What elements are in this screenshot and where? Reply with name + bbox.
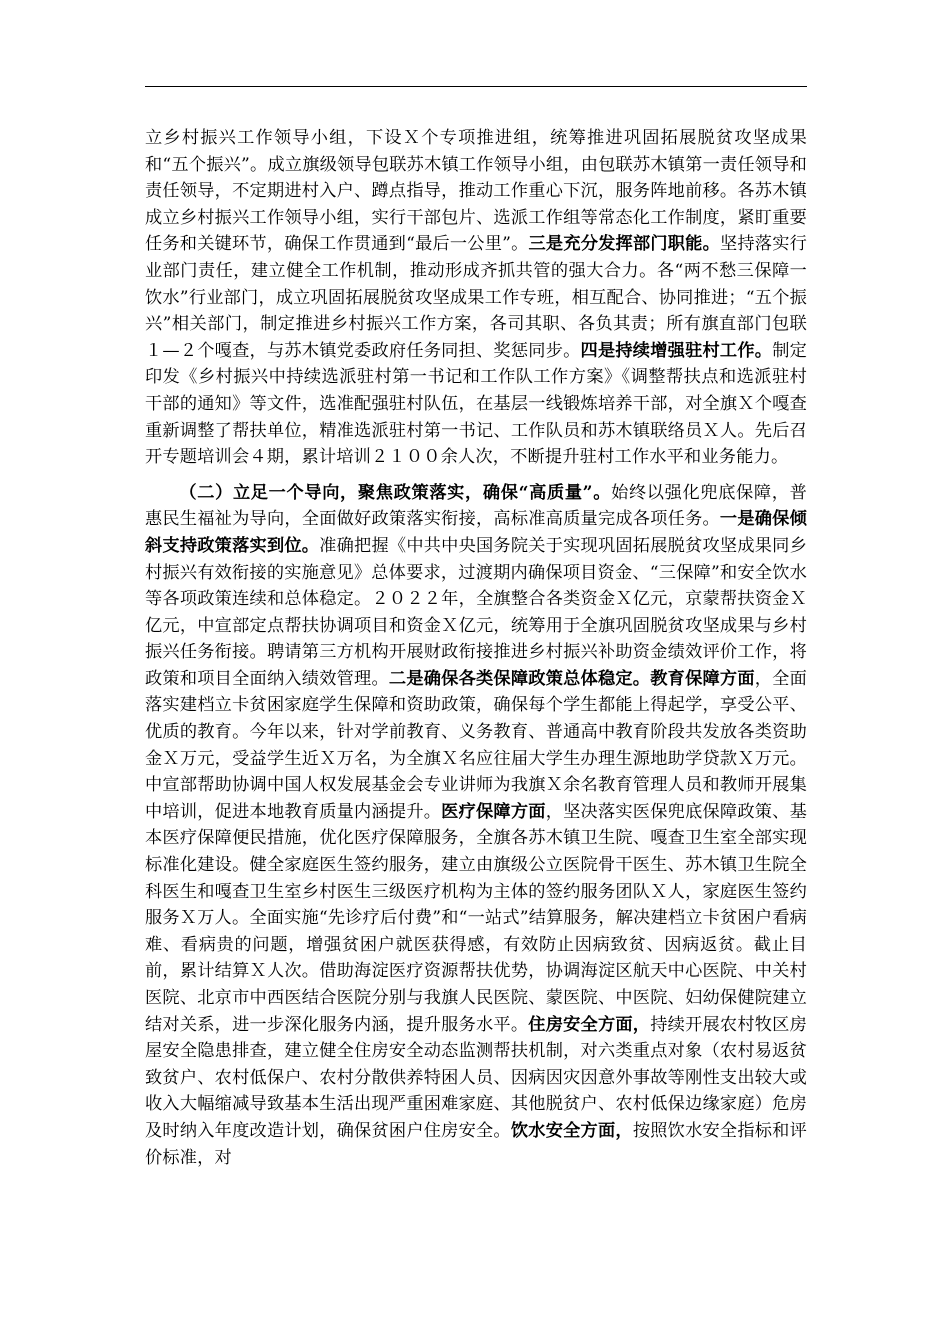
text-run: 制定印发《乡村振兴中持续选派驻村第一书记和工作队工作方案》《调整帮扶点和选派驻村干部的通知》等文件，选准配强驻村队伍，在基层一线锻炼培养干部，对全旗Ｘ个嘎查重新调整了帮扶单位，精准选派驻村第一书记、工作队员和苏木镇联络员Ｘ人。先后召开专题培训会４期，累计培训２１００余人次，不断提升驻村工作水平和业务能力。 <box>145 340 807 468</box>
text-run: ，坚决落实医保兜底保障政策、基本医疗保障便民措施，优化医疗保障服务，全旗各苏木镇卫生院、嘎查卫生室全部实现标准化建设。健全家庭医生签约服务，建立由旗级公立医院骨干医生、苏木镇卫生院全科医生和嘎查卫生室乡村医生三级医疗机构为主体的签约服务团队Ｘ人，家庭医生签约服务Ｘ万人。全面实施“先诊疗后付费”和“一站式”结算服务，解决建档立卡贫困户看病难、看病贵的问题，增强贫困户就医获得感，有效防止因病致贫、因病返贫。截止目前，累计结算Ｘ人次。借助海淀医疗资源帮扶优势，协调海淀区航天中心医院、中关村医院、北京市中西医结合医院分别与我旗人民医院、蒙医院、中医院、妇幼保健院建立结对关系，进一步深化服务内涵，提升服务水平。 <box>145 801 807 1035</box>
text-run: 准确把握《中共中央国务院关于实现巩固拓展脱贫攻坚成果同乡村振兴有效衔接的实施意见》总体要求，过渡期内确保项目资金、“三保障”和安全饮水等各项政策连续和总体稳定。２０２２年，全旗整合各类资金Ｘ亿元，京蒙帮扶资金Ｘ亿元，中宣部定点帮扶协调项目和资金Ｘ亿元，统筹用于全旗巩固脱贫攻坚成果与乡村振兴任务衔接。聘请第三方机构开展财政衔接推进乡村振兴补助资金绩效评价工作，将政策和项目全面纳入绩效管理。 <box>145 535 807 689</box>
text-run: 坚持落实行业部门责任，建立健全工作机制，推动形成齐抓共管的强大合力。各“两不愁三保障一饮水”行业部门，成立巩固拓展脱贫攻坚成果工作专班，相互配合、协同推进；“五个振兴”相关部门，制定推进乡村振兴工作方案，各司其职、各负其责；所有旗直部门包联１—２个嘎查，与苏木镇党委政府任务同担、奖惩同步。 <box>145 234 807 361</box>
bold-heading-run: 一是确保倾斜支持政策落实到位。 <box>145 509 807 556</box>
text-run: 始终以强化兜底保障，普惠民生福祉为导向，全面做好政策落实衔接，高标准高质量完成各项任务。 <box>145 482 808 530</box>
bold-heading-run: 饮水安全方面， <box>510 1120 633 1141</box>
header-rule <box>145 86 807 87</box>
section-heading: （二）立足一个导向，聚焦政策落实，确保“高质量”。 <box>179 482 612 503</box>
paragraph-1 <box>145 125 807 471</box>
paragraph-2 <box>145 480 807 1171</box>
body-text <box>145 125 807 1171</box>
bold-heading-run: 四是持续增强驻村工作。 <box>580 340 773 361</box>
bold-heading-run: 医疗保障方面 <box>441 801 546 822</box>
bold-heading-run: 三是充分发挥部门职能。 <box>528 234 720 255</box>
text-run: ，全面落实建档立卡贫困家庭学生保障和资助政策，确保每个学生都能上得起学，享受公平、优质的教育。今年以来，针对学前教育、义务教育、普通高中教育阶段共发放各类资助金Ｘ万元，受益学生近Ｘ万名，为全旗Ｘ名应往届大学生办理生源地助学贷款Ｘ万元。中宣部帮助协调中国人权发展基金会专业讲师为我旗Ｘ余名教育管理人员和教师开展集中培训，促进本地教育质量内涵提升。 <box>145 668 807 822</box>
bold-heading-run: 住房安全方面， <box>528 1014 651 1035</box>
text-run: 立乡村振兴工作领导小组，下设Ｘ个专项推进组，统筹推进巩固拓展脱贫攻坚成果和“五个振兴”。成立旗级领导包联苏木镇工作领导小组，由包联苏木镇第一责任领导和责任领导，不定期进村入户、蹲点指导，推动工作重心下沉，服务阵地前移。各苏木镇成立乡村振兴工作领导小组，实行干部包片、选派工作组等常态化工作制度，紧盯重要任务和关键环节，确保工作贯通到“最后一公里”。 <box>145 128 807 255</box>
text-run: 持续开展农村牧区房屋安全隐患排查，建立健全住房安全动态监测帮扶机制，对六类重点对象（农村易返贫致贫户、农村低保户、农村分散供养特困人员、因病因灾因意外事故等刚性支出较大或收入大幅缩减导致基本生活出现严重困难家庭、其他脱贫户、农村低保边缘家庭）危房及时纳入年度改造计划，确保贫困户住房安全。 <box>145 1014 807 1141</box>
text-run: 按照饮水安全指标和评价标准，对 <box>145 1120 807 1168</box>
bold-heading-run: 二是确保各类保障政策总体稳定。教育保障方面 <box>388 668 755 689</box>
